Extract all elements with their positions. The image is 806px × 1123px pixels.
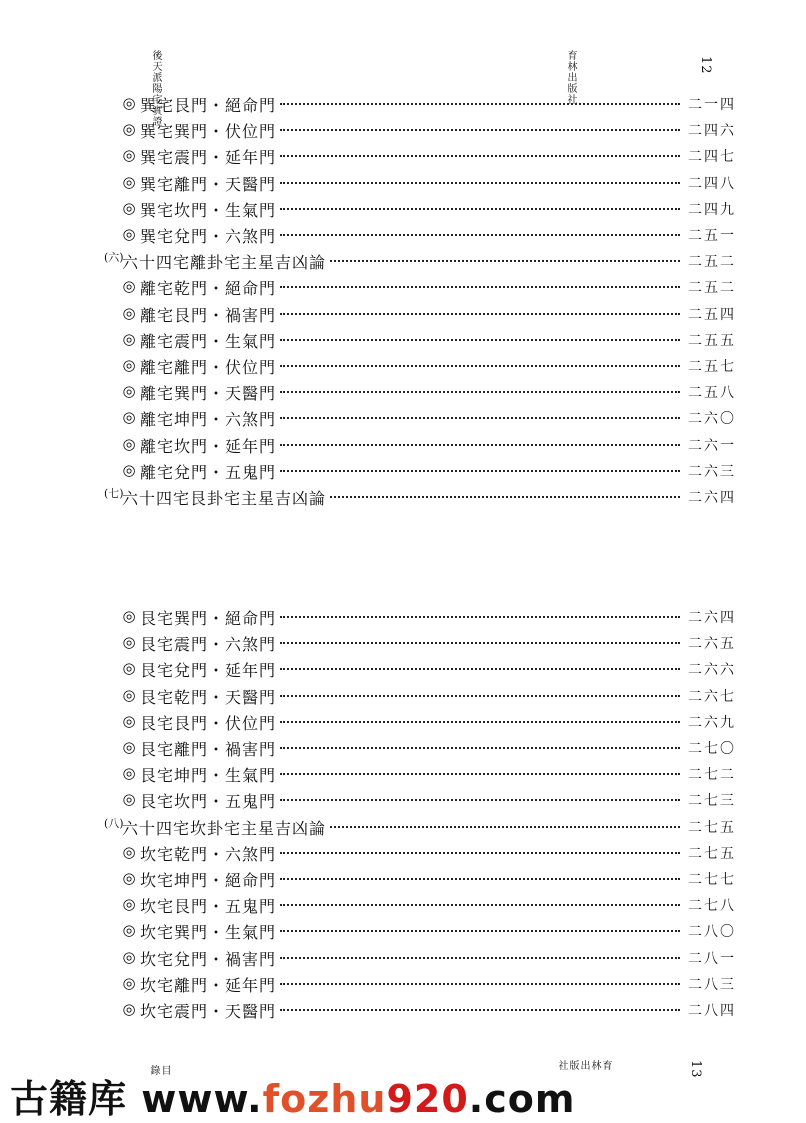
dot-leader (280, 904, 680, 906)
publisher-name: 育林出版社 (565, 50, 576, 105)
toc-entry-row (0, 655, 806, 681)
toc-entry-row (0, 431, 806, 457)
dot-leader (280, 286, 680, 288)
bullet-mark: ◎ (122, 94, 136, 112)
dot-leader (280, 930, 680, 932)
bullet-mark: ◎ (122, 947, 136, 966)
toc-entry-row (0, 169, 806, 195)
bullet-mark: ◎ (122, 277, 136, 296)
toc-entry-row (0, 142, 806, 168)
entry-page-number: 二七三 (688, 793, 736, 810)
entry-page-number: 二四九 (688, 201, 736, 218)
entry-title: 六十四宅坎卦宅主星吉凶論 (122, 818, 327, 838)
dot-leader (330, 260, 680, 262)
entry-title: 艮宅艮門・伏位門 (140, 713, 277, 733)
folio-number-bottom: 13 (688, 1060, 703, 1079)
toc-entry-row (0, 378, 806, 404)
dot-leader (280, 721, 680, 723)
entry-page-number: 二八三 (688, 976, 736, 993)
toc-entry-row (0, 839, 806, 865)
bullet-mark: ◎ (122, 790, 136, 809)
dot-leader (280, 313, 680, 315)
bullet-mark: ◎ (122, 225, 136, 243)
entry-title: 離宅離門・伏位門 (140, 358, 277, 377)
dot-leader (280, 470, 680, 472)
dot-leader (280, 878, 680, 880)
entry-page-number: 二五四 (688, 306, 736, 323)
entry-title: 艮宅坤門・生氣門 (140, 766, 277, 786)
bullet-mark: ◎ (122, 659, 136, 678)
toc-entry-row (0, 734, 806, 760)
bullet-mark: ◎ (122, 711, 136, 730)
bullet-mark: ◎ (122, 738, 136, 756)
bullet-mark: ◎ (122, 685, 136, 704)
bullet-mark: ◎ (122, 408, 136, 427)
entry-page-number: 二七八 (688, 898, 736, 915)
bullet-mark: ◎ (122, 120, 136, 139)
entry-title: 巽宅兌門・六煞門 (140, 227, 277, 246)
entry-page-number: 二五二 (688, 254, 736, 271)
entry-title: 離宅坤門・六煞門 (140, 410, 277, 430)
entry-title: 坎宅乾門・六煞門 (140, 844, 277, 864)
folio-number: 12 (698, 56, 713, 75)
toc-entry-row (0, 891, 806, 917)
dot-leader (280, 799, 680, 801)
bullet-mark: ◎ (122, 607, 136, 625)
entry-page-number: 二四八 (688, 175, 736, 192)
toc-entry-row (0, 708, 806, 734)
dot-leader (280, 668, 680, 670)
dot-leader (280, 339, 680, 341)
entry-page-number: 二六四 (688, 610, 736, 626)
toc-entry-row (0, 116, 806, 142)
section-label: 目錄 (148, 1065, 170, 1076)
entry-title: 艮宅乾門・天醫門 (140, 687, 277, 707)
dot-leader (280, 957, 680, 959)
book-title: 後天派陽宅實證 (150, 50, 161, 127)
entry-page-number: 二六三 (688, 463, 736, 480)
entry-title: 離宅兌門・五鬼門 (140, 462, 277, 482)
toc-entry-row (0, 996, 806, 1022)
toc-section-row (0, 483, 806, 509)
toc-section-row (0, 813, 806, 839)
entry-page-number: 二五八 (688, 385, 736, 402)
toc-entry-row (0, 786, 806, 812)
entry-page-number: 二六五 (688, 636, 736, 653)
entry-title: 巽宅坎門・生氣門 (140, 200, 277, 220)
toc-entry-row (0, 90, 806, 116)
dot-leader (280, 417, 680, 419)
toc-entry-row (0, 352, 806, 378)
entry-page-number: 二四六 (688, 123, 736, 140)
dot-leader (280, 852, 680, 854)
entry-title: 六十四宅離卦宅主星吉凶論 (122, 253, 327, 273)
entry-title: 坎宅兌門・禍害門 (140, 949, 277, 969)
dot-leader (280, 695, 680, 697)
entry-page-number: 二五一 (688, 228, 736, 244)
toc-entry-row (0, 970, 806, 996)
section-number: (六) (104, 251, 124, 265)
toc-entry-row (0, 917, 806, 943)
entry-page-number: 二五二 (688, 280, 736, 297)
dot-leader (280, 129, 680, 131)
entry-page-number: 二六六 (688, 662, 736, 679)
entry-page-number: 二八四 (688, 1003, 736, 1019)
entry-title: 艮宅坎門・五鬼門 (140, 792, 277, 812)
entry-page-number: 二六九 (688, 714, 736, 731)
entry-page-number: 二六四 (688, 490, 736, 506)
entry-title: 艮宅離門・禍害門 (140, 740, 277, 759)
dot-leader (280, 234, 680, 236)
watermark-url-mid: fozhu (262, 1077, 387, 1121)
dot-leader (280, 444, 680, 446)
entry-title: 坎宅巽門・生氣門 (140, 923, 277, 943)
entry-title: 坎宅震門・天醫門 (140, 1002, 277, 1021)
entry-title: 艮宅兌門・延年門 (140, 661, 277, 681)
toc-page-bottom (0, 560, 806, 1080)
entry-title: 巽宅震門・延年門 (140, 148, 277, 168)
entry-title: 離宅艮門・禍害門 (140, 305, 277, 325)
dot-leader (280, 747, 680, 749)
toc-entry-row (0, 629, 806, 655)
section-number: (八) (104, 816, 124, 830)
bullet-mark: ◎ (122, 198, 136, 217)
toc-entry-row (0, 760, 806, 786)
entry-title: 離宅坎門・延年門 (140, 436, 277, 456)
entry-title: 巽宅巽門・伏位門 (140, 122, 277, 142)
toc-page-top (0, 0, 806, 560)
entry-page-number: 二六一 (688, 437, 736, 454)
dot-leader (330, 826, 680, 828)
entry-page-number: 二八〇 (688, 924, 736, 941)
entry-title: 坎宅離門・延年門 (140, 975, 277, 995)
publisher-name-bottom: 育林出版社 (556, 1060, 611, 1071)
toc-entry-row (0, 944, 806, 970)
bullet-mark: ◎ (122, 764, 136, 783)
bullet-mark: ◎ (122, 460, 136, 479)
entry-title: 艮宅巽門・絕命門 (140, 609, 277, 628)
watermark-cn: 古籍库 (10, 1077, 128, 1121)
dot-leader (280, 155, 680, 157)
toc-entry-row (0, 457, 806, 483)
entry-title: 離宅巽門・天醫門 (140, 384, 277, 404)
bullet-mark: ◎ (122, 869, 136, 887)
entry-title: 離宅震門・生氣門 (140, 331, 277, 351)
bullet-mark: ◎ (122, 895, 136, 914)
bullet-mark: ◎ (122, 382, 136, 401)
entry-page-number: 二七五 (688, 819, 736, 836)
toc-entry-row (0, 221, 806, 247)
entry-title: 離宅乾門・絕命門 (140, 279, 277, 299)
entry-page-number: 二七二 (688, 767, 736, 784)
bullet-mark: ◎ (122, 921, 136, 940)
bullet-mark: ◎ (122, 973, 136, 992)
bullet-mark: ◎ (122, 172, 136, 191)
entry-page-number: 二六〇 (688, 411, 736, 428)
bullet-mark: ◎ (122, 329, 136, 348)
toc-entry-row (0, 300, 806, 326)
toc-entry-row (0, 195, 806, 221)
entry-page-number: 二五五 (688, 332, 736, 349)
toc-entry-row (0, 326, 806, 352)
entry-page-number: 二七五 (688, 845, 736, 862)
toc-entry-row (0, 273, 806, 299)
bullet-mark: ◎ (122, 356, 136, 374)
entry-title: 巽宅離門・天醫門 (140, 174, 277, 194)
dot-leader (280, 103, 680, 105)
entry-page-number: 二四七 (688, 149, 736, 166)
entry-page-number: 二五七 (688, 359, 736, 375)
dot-leader (280, 616, 680, 618)
toc-entry-row (0, 404, 806, 430)
entry-page-number: 二一四 (688, 97, 736, 113)
entry-title: 六十四宅艮卦宅主星吉凶論 (122, 489, 327, 508)
bullet-mark: ◎ (122, 1000, 136, 1018)
dot-leader (330, 496, 680, 498)
entry-page-number: 二八一 (688, 950, 736, 967)
entry-title: 艮宅震門・六煞門 (140, 635, 277, 655)
watermark-url-num: 920 (386, 1077, 469, 1121)
toc-entry-row (0, 682, 806, 708)
watermark-url-suffix: .com (468, 1077, 576, 1121)
site-watermark (10, 1068, 576, 1121)
entry-title: 坎宅艮門・五鬼門 (140, 897, 277, 917)
toc-entry-row (0, 865, 806, 891)
bullet-mark: ◎ (122, 842, 136, 861)
toc-section-row (0, 247, 806, 273)
entry-page-number: 二七〇 (688, 741, 736, 757)
dot-leader (280, 365, 680, 367)
entry-title: 巽宅艮門・絕命門 (140, 96, 277, 115)
bullet-mark: ◎ (122, 633, 136, 652)
bullet-mark: ◎ (122, 434, 136, 453)
dot-leader (280, 208, 680, 210)
entry-page-number: 二七七 (688, 872, 736, 888)
entry-title: 坎宅坤門・絕命門 (140, 871, 277, 890)
watermark-url-prefix: www. (141, 1077, 263, 1121)
dot-leader (280, 642, 680, 644)
section-number: (七) (104, 487, 124, 500)
dot-leader (280, 983, 680, 985)
dot-leader (280, 773, 680, 775)
toc-entry-row (0, 603, 806, 629)
bullet-mark: ◎ (122, 146, 136, 165)
dot-leader (280, 182, 680, 184)
dot-leader (280, 1009, 680, 1011)
dot-leader (280, 391, 680, 393)
entry-page-number: 二六七 (688, 688, 736, 705)
bullet-mark: ◎ (122, 303, 136, 322)
